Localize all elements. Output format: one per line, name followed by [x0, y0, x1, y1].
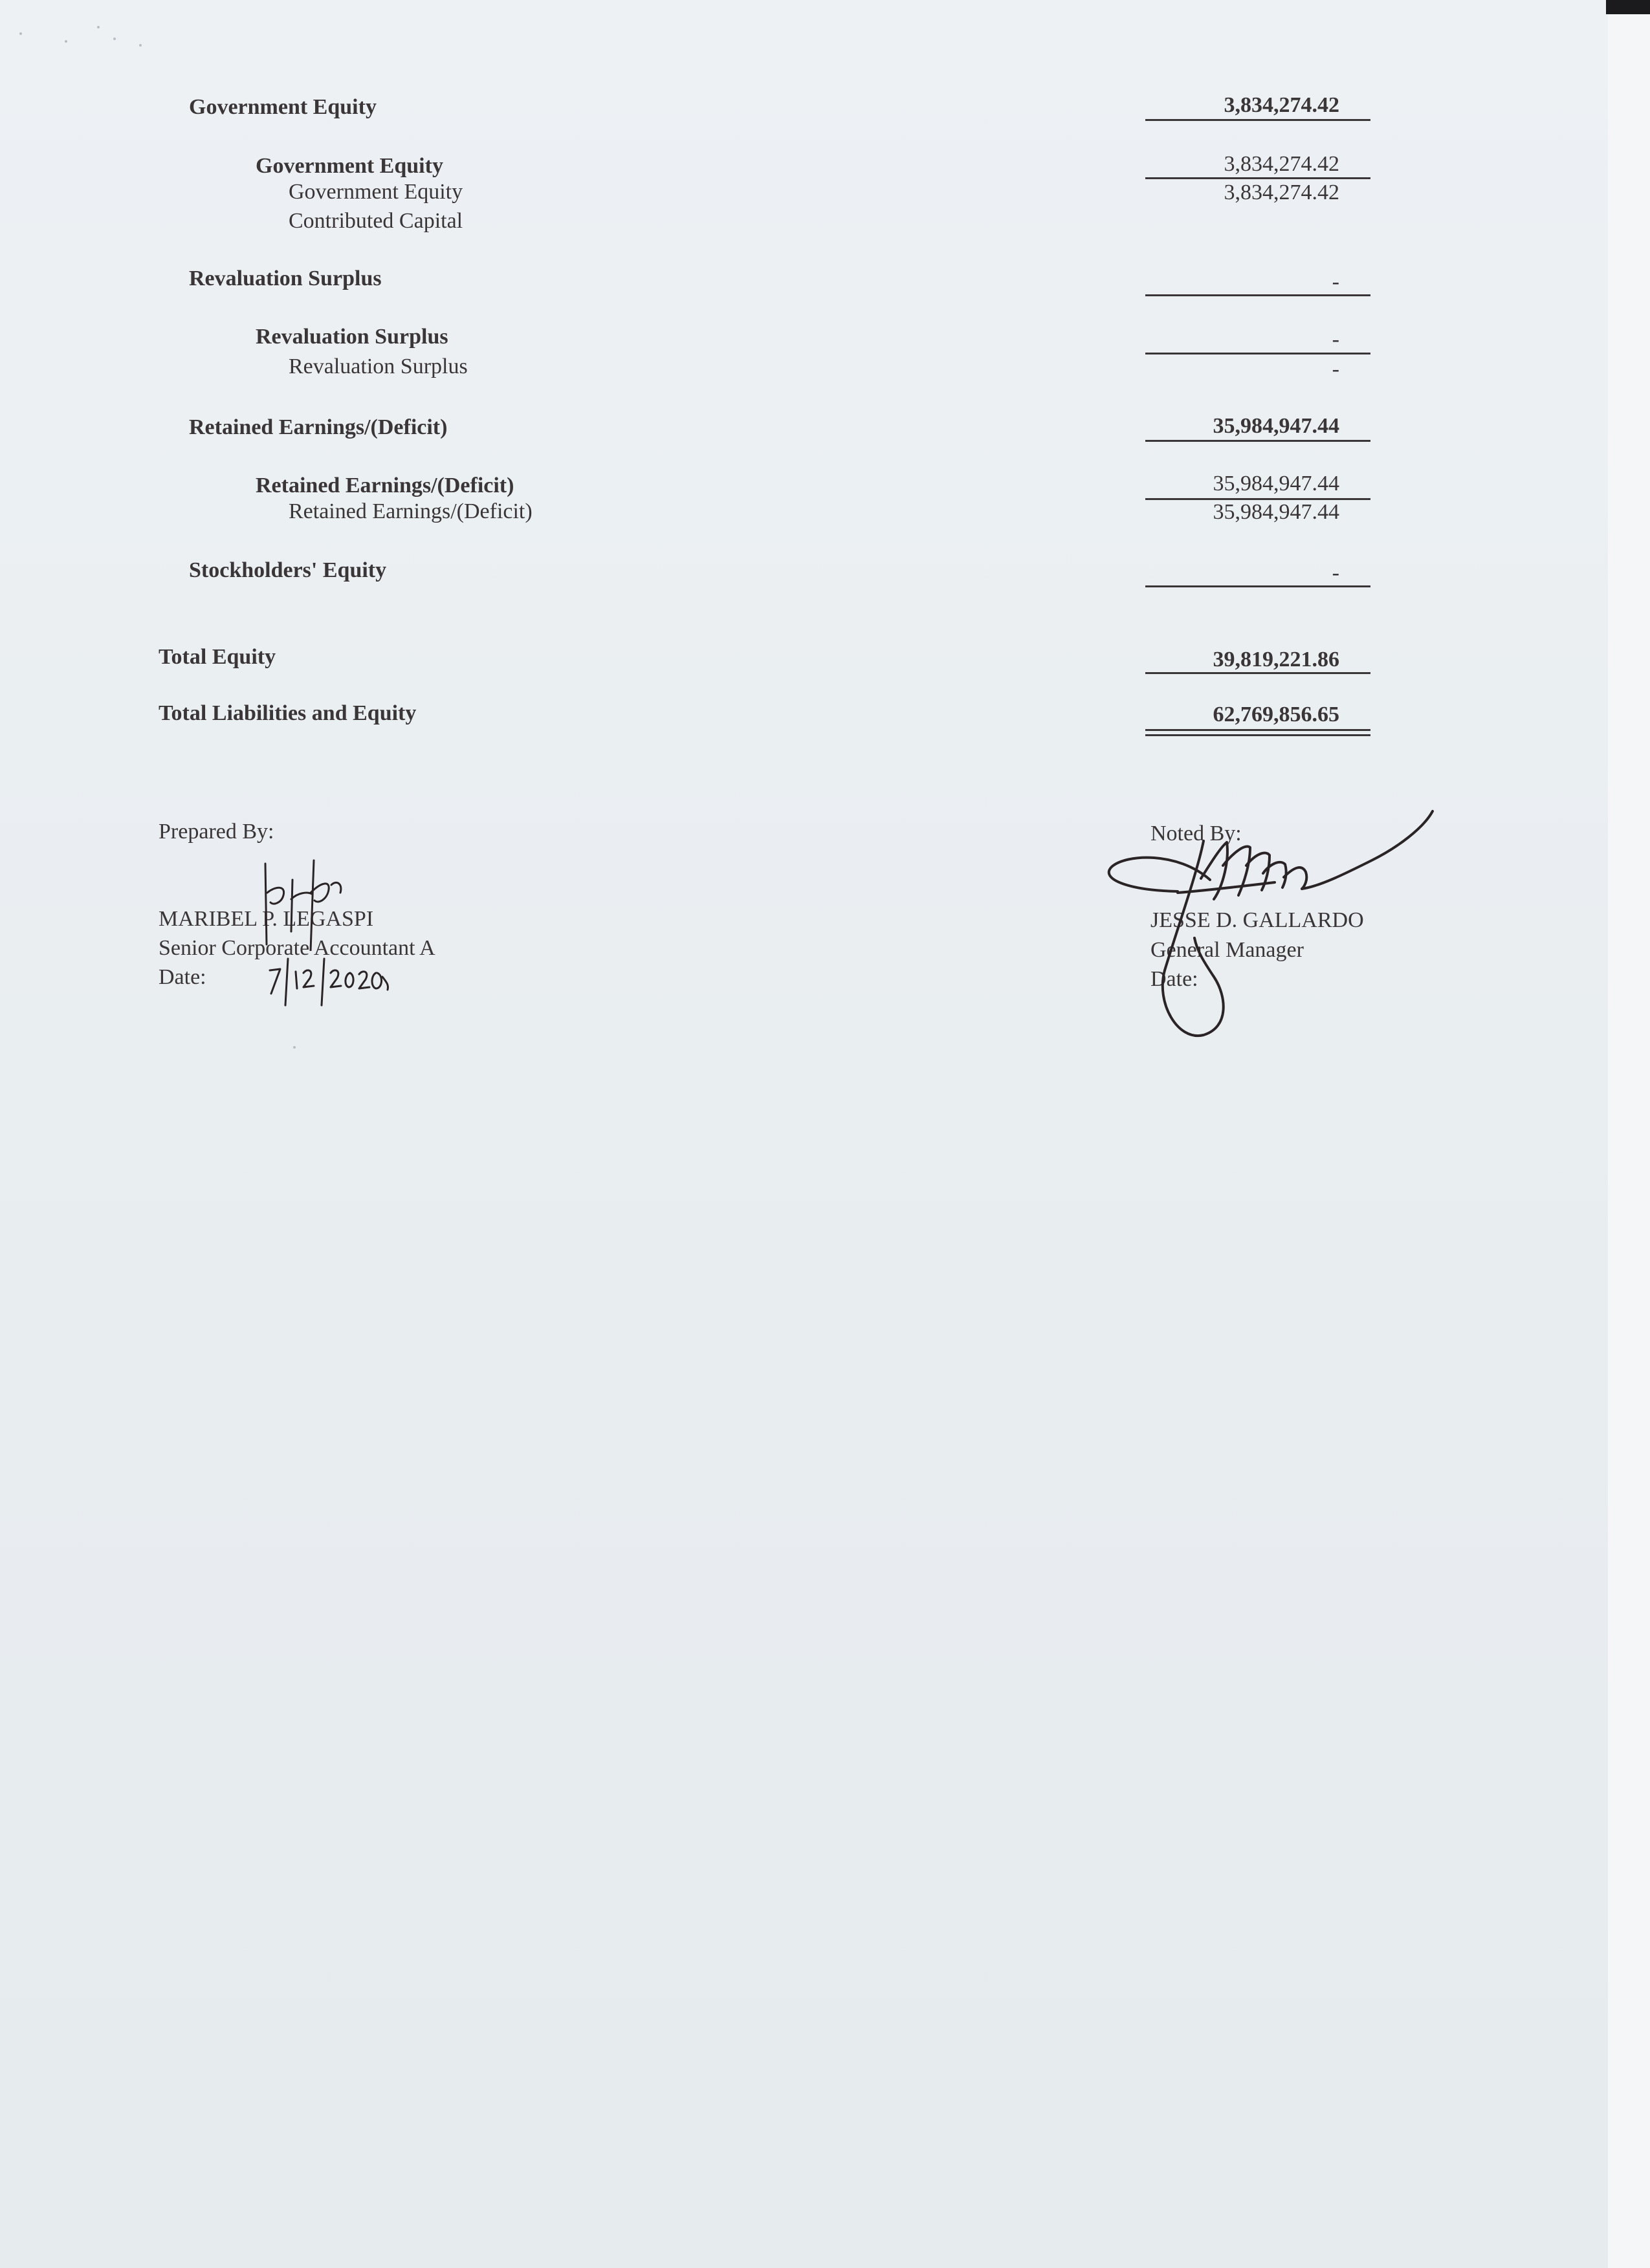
prepared-by-name: MARIBEL P. LEGASPI [159, 907, 374, 931]
retained-earnings-item: Retained Earnings/(Deficit) [289, 499, 533, 523]
retained-earnings-subheading: Retained Earnings/(Deficit) [256, 474, 514, 497]
noted-by-title: General Manager [1150, 938, 1304, 962]
prepared-by-caption: Prepared By: [159, 820, 274, 844]
revaluation-item: Revaluation Surplus [289, 354, 468, 378]
total-double-underline-top [1145, 729, 1370, 731]
scan-speck [65, 40, 67, 43]
gov-equity-heading: Government Equity [189, 95, 377, 119]
retained-earnings-heading-underline [1145, 440, 1370, 442]
gov-equity-heading-underline [1145, 119, 1370, 121]
scan-edge [1608, 0, 1650, 2268]
revaluation-subheading-amount: - [1332, 327, 1339, 351]
revaluation-heading: Revaluation Surplus [189, 267, 382, 290]
total-double-underline-bottom [1145, 734, 1370, 736]
scan-speck [97, 26, 100, 28]
total-liabilities-equity-amount: 62,769,856.65 [1213, 703, 1339, 726]
gov-equity-item-amount: 3,834,274.42 [1224, 180, 1339, 204]
stockholders-equity-amount: - [1332, 561, 1339, 585]
scan-speck [139, 44, 142, 47]
scan-corner [1606, 0, 1650, 14]
revaluation-heading-amount: - [1332, 270, 1339, 294]
retained-earnings-heading-amount: 35,984,947.44 [1213, 414, 1339, 438]
preparer-handwritten-date [262, 956, 404, 1008]
gov-equity-subheading-amount: 3,834,274.42 [1224, 152, 1339, 176]
gov-equity-item: Government Equity [289, 180, 463, 204]
revaluation-heading-underline [1145, 294, 1370, 296]
noted-by-date-label: Date: [1150, 967, 1198, 991]
scan-speck [113, 38, 116, 40]
retained-earnings-heading: Retained Earnings/(Deficit) [189, 415, 448, 439]
gov-equity-heading-amount: 3,834,274.42 [1224, 93, 1339, 117]
gov-equity-subheading-underline [1145, 177, 1370, 179]
total-equity-amount: 39,819,221.86 [1213, 648, 1339, 671]
noted-by-caption: Noted By: [1150, 822, 1242, 845]
total-equity-label: Total Equity [159, 645, 276, 669]
scan-speck [19, 32, 22, 35]
retained-earnings-subheading-amount: 35,984,947.44 [1213, 472, 1339, 496]
total-liabilities-equity-label: Total Liabilities and Equity [159, 701, 417, 725]
noted-by-name: JESSE D. GALLARDO [1150, 908, 1364, 932]
revaluation-subheading: Revaluation Surplus [256, 325, 448, 349]
contributed-capital-item: Contributed Capital [289, 209, 463, 233]
stockholders-equity-heading: Stockholders' Equity [189, 558, 387, 582]
retained-earnings-item-amount: 35,984,947.44 [1213, 500, 1339, 524]
gov-equity-subheading: Government Equity [256, 154, 443, 178]
scan-speck [293, 1046, 296, 1049]
prepared-by-title: Senior Corporate Accountant A [159, 936, 435, 960]
total-equity-underline [1145, 672, 1370, 674]
prepared-by-date-label: Date: [159, 965, 206, 989]
revaluation-subheading-underline [1145, 353, 1370, 354]
stockholders-equity-underline [1145, 585, 1370, 587]
revaluation-item-amount: - [1332, 357, 1339, 381]
